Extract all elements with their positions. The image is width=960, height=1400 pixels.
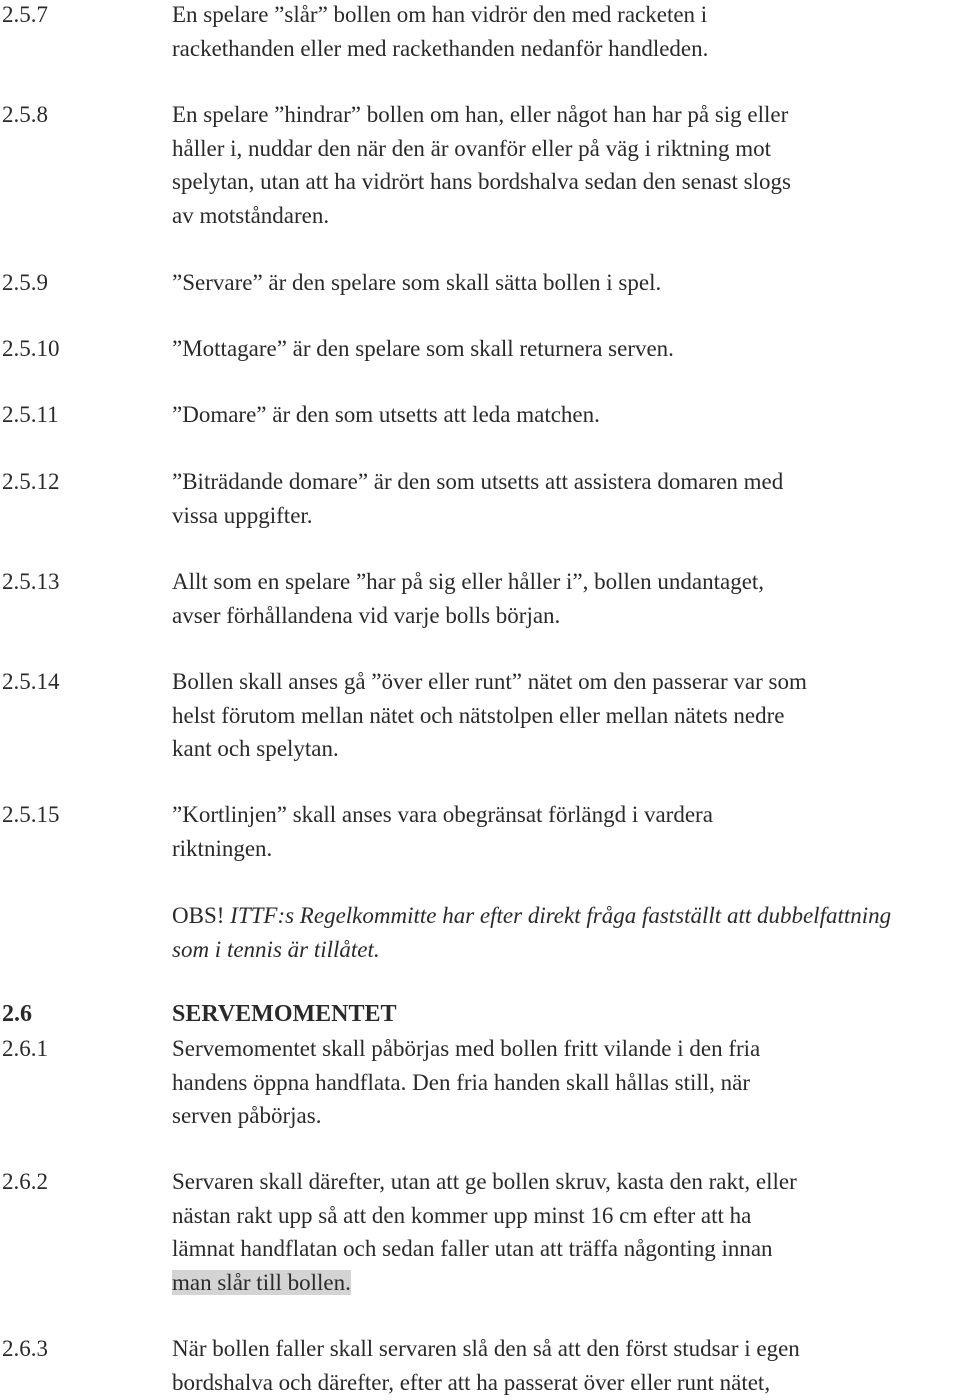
text-line: När bollen faller skall servaren slå den så att den först studsar i egen xyxy=(172,1336,800,1361)
rule-text xyxy=(172,665,960,766)
rule-number: 2.5.8 xyxy=(2,102,48,127)
rule-number: 2.5.14 xyxy=(2,669,60,694)
rule-number: 2.5.10 xyxy=(2,336,60,361)
rule-number: 2.6.3 xyxy=(2,1336,48,1361)
rule-text xyxy=(172,565,960,632)
text-line: serven påbörjas. xyxy=(172,1103,322,1128)
text-line: helst förutom mellan nätet och nätstolpen eller mellan nätets nedre xyxy=(172,702,785,728)
text-line: vissa uppgifter. xyxy=(172,502,313,528)
rule-text xyxy=(172,398,960,432)
text-line: Servaren skall därefter, utan att ge bollen skruv, kasta den rakt, eller xyxy=(172,1169,797,1194)
text-line: spelytan, utan att ha vidrört hans bordshalva sedan den senast slogs xyxy=(172,169,791,194)
rule-number: 2.5.9 xyxy=(2,270,48,295)
rule-number: 2.5.11 xyxy=(2,402,59,427)
text-line: En spelare ”slår” bollen om han vidrör den med racketen i xyxy=(172,2,708,27)
text-line: Allt som en spelare ”har på sig eller håller i”, bollen undantaget, xyxy=(172,569,765,594)
text-line: En spelare ”hindrar” bollen om han, eller något han har på sig eller xyxy=(172,102,789,127)
text-line xyxy=(172,1266,960,1300)
rule-number: 2.5.13 xyxy=(2,569,60,594)
rule-number: 2.5.15 xyxy=(2,802,60,827)
rule-text xyxy=(172,798,960,865)
rule-text xyxy=(172,266,960,300)
rule-number: 2.6.1 xyxy=(2,1036,48,1061)
text-line: handens öppna handflata. Den fria handen skall hållas still, när xyxy=(172,1069,751,1095)
obs-italic-text: ITTF:s Regelkommitte har efter direkt fråga fastställt att dubbelfattning xyxy=(230,903,892,928)
rule-number: 2.5.7 xyxy=(2,2,48,27)
text-line: lämnat handflatan och sedan faller utan att träffa någonting innan xyxy=(172,1236,773,1261)
rule-number: 2.6.2 xyxy=(2,1169,48,1194)
text-line: rackethanden eller med rackethanden nedanför handleden. xyxy=(172,35,709,61)
section-title: SERVEMOMENTET xyxy=(172,1001,397,1027)
highlighted-text: man slår till bollen. xyxy=(172,1269,351,1295)
section-number: 2.6 xyxy=(2,1001,32,1027)
rule-text xyxy=(172,1165,960,1299)
text-line: ”Domare” är den som utsetts att leda matchen. xyxy=(172,402,600,427)
text-line: ”Servare” är den spelare som skall sätta bollen i spel. xyxy=(172,270,662,295)
text-line: kant och spelytan. xyxy=(172,736,339,761)
rule-text xyxy=(172,332,960,366)
text-line: håller i, nuddar den när den är ovanför eller på väg i riktning mot xyxy=(172,135,772,161)
text-line: av motståndaren. xyxy=(172,202,330,228)
rule-text xyxy=(172,465,960,532)
rule-text xyxy=(172,98,960,232)
text-line: ”Mottagare” är den spelare som skall returnera serven. xyxy=(172,336,674,361)
text-line: nästan rakt upp så att den kommer upp minst 16 cm efter att ha xyxy=(172,1202,752,1228)
rule-text xyxy=(172,1032,960,1133)
text-line xyxy=(172,899,960,933)
rule-text xyxy=(172,0,960,65)
obs-label: OBS! xyxy=(172,903,225,928)
text-line: som i tennis är tillåtet. xyxy=(172,936,380,962)
text-line: avser förhållandena vid varje bolls början. xyxy=(172,602,561,628)
rule-number: 2.5.12 xyxy=(2,469,60,494)
text-line: Servemomentet skall påbörjas med bollen fritt vilande i den fria xyxy=(172,1036,761,1061)
text-line: ”Kortlinjen” skall anses vara obegränsat förlängd i vardera xyxy=(172,802,713,827)
obs-text xyxy=(172,899,960,966)
text-line: riktningen. xyxy=(172,835,273,861)
text-line: bordshalva och därefter, efter att ha passerat över eller runt nätet, xyxy=(172,1369,771,1395)
rule-text xyxy=(172,1332,960,1399)
text-line: Bollen skall anses gå ”över eller runt” nätet om den passerar var som xyxy=(172,669,807,694)
text-line: ”Biträdande domare” är den som utsetts att assistera domaren med xyxy=(172,469,784,494)
